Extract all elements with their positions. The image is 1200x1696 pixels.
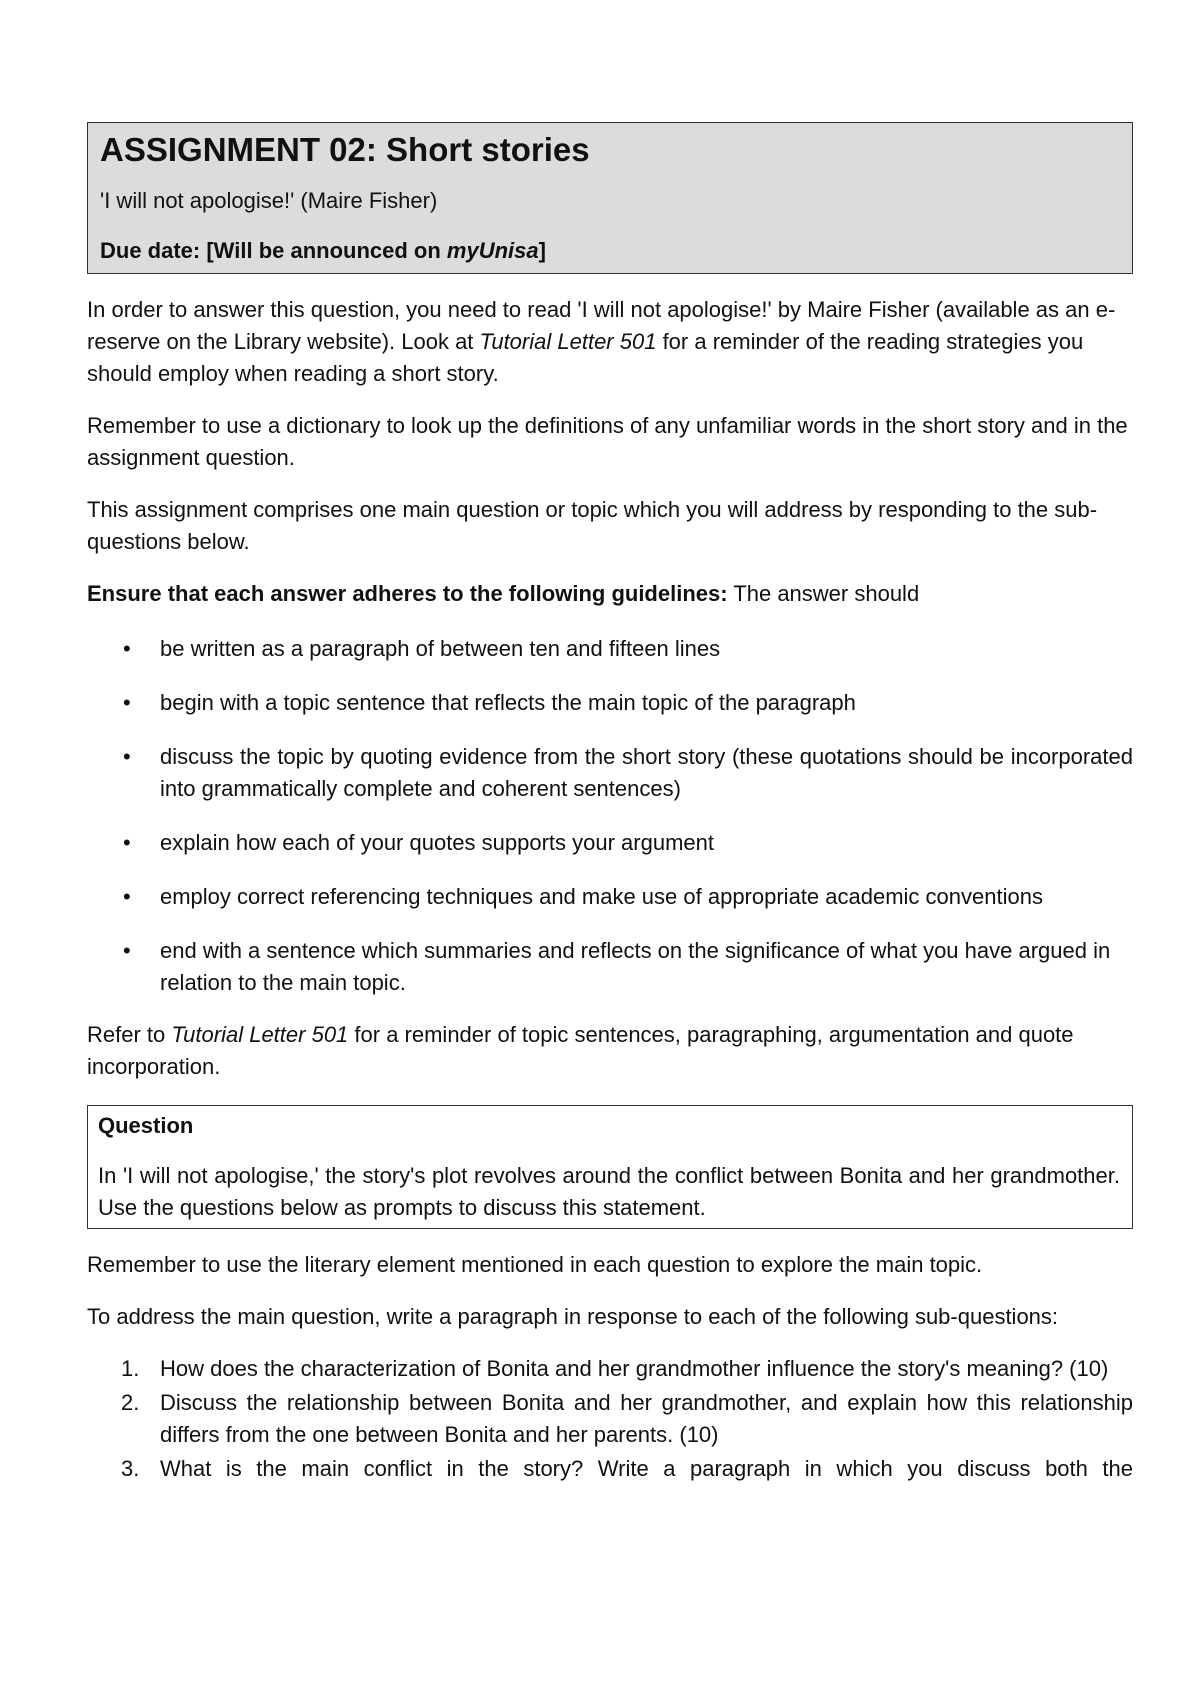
- due-date-close: ]: [538, 238, 546, 263]
- refer-text-b: for a reminder of topic sentences, paragraphing, argumentation and quote incorporation.: [87, 1022, 1074, 1079]
- intro-tutorial-letter: Tutorial Letter 501: [479, 329, 657, 354]
- guideline-item: [87, 935, 1133, 999]
- subquestion-text: How does the characterization of Bonita and her grandmother influence the story's meaning? (10): [160, 1356, 1109, 1381]
- guideline-text: discuss the topic by quoting evidence from the short story (these quotations should be incorporated into grammatically complete and coherent sentences): [160, 744, 1133, 801]
- intro-paragraph: [87, 294, 1133, 390]
- intro-text-b: for a reminder of the reading strategies you should employ when reading a short story.: [87, 329, 1084, 386]
- assignment-header-box: [87, 122, 1133, 274]
- question-box: [87, 1105, 1133, 1229]
- refer-text-a: Refer to: [87, 1022, 172, 1047]
- refer-tutorial-letter: Tutorial Letter 501: [171, 1022, 349, 1047]
- bullet-icon: •: [123, 636, 131, 661]
- subquestion-number: 2.: [121, 1390, 140, 1415]
- subquestion-text: What is the main conflict in the story? Write a paragraph in which you discuss both the: [160, 1456, 1133, 1481]
- bullet-icon: •: [123, 938, 131, 963]
- subquestion-item: [87, 1387, 1133, 1451]
- guidelines-heading: Ensure that each answer adheres to the following guidelines:: [87, 581, 728, 606]
- bullet-icon: •: [123, 830, 131, 855]
- bullet-icon: •: [123, 744, 131, 769]
- assignment-scope-paragraph: This assignment comprises one main question or topic which you will address by responding to the sub-questions below.: [87, 497, 1098, 554]
- guideline-item: [87, 741, 1133, 805]
- dictionary-paragraph: Remember to use a dictionary to look up the definitions of any unfamiliar words in the short story and in the assignment question.: [87, 413, 1128, 470]
- question-heading: Question: [98, 1113, 194, 1138]
- story-subtitle: 'I will not apologise!' (Maire Fisher): [100, 188, 438, 213]
- guideline-text: employ correct referencing techniques and make use of appropriate academic conventions: [160, 884, 1043, 909]
- guideline-item: [87, 881, 1133, 913]
- guideline-text: explain how each of your quotes supports your argument: [160, 830, 714, 855]
- intro-text-a: In order to answer this question, you need to read 'I will not apologise!' by Maire Fisher (available as an e-reserve on the Library website). Look at: [87, 297, 1116, 354]
- due-date-platform: myUnisa: [446, 238, 539, 263]
- subquestion-number: 1.: [121, 1356, 140, 1381]
- subquestions-intro: To address the main question, write a paragraph in response to each of the following sub-questions:: [87, 1304, 1059, 1329]
- guidelines-intro: [87, 578, 1133, 610]
- guideline-text: be written as a paragraph of between ten and fifteen lines: [160, 636, 721, 661]
- guideline-item: [87, 633, 1133, 665]
- guideline-text: end with a sentence which summaries and reflects on the significance of what you have argued in relation to the main topic.: [160, 938, 1111, 995]
- bullet-icon: •: [123, 690, 131, 715]
- bullet-icon: •: [123, 884, 131, 909]
- guidelines-list: [87, 633, 1133, 999]
- refer-paragraph: [87, 1019, 1133, 1083]
- guideline-text: begin with a topic sentence that reflects the main topic of the paragraph: [160, 690, 856, 715]
- subquestion-number: 3.: [121, 1456, 140, 1481]
- subquestion-item: [87, 1353, 1133, 1385]
- due-date-label: Due date: [Will be announced on: [100, 238, 447, 263]
- guidelines-lead: The answer should: [727, 581, 920, 606]
- due-date: [100, 235, 1120, 267]
- subquestion-item: [87, 1453, 1133, 1485]
- subquestion-text: Discuss the relationship between Bonita and her grandmother, and explain how this relationship differs from the one between Bonita and her parents. (10): [160, 1390, 1133, 1447]
- literary-element-paragraph: Remember to use the literary element mentioned in each question to explore the main topic.: [87, 1252, 983, 1277]
- guideline-item: [87, 827, 1133, 859]
- question-body: In 'I will not apologise,' the story's plot revolves around the conflict between Bonita and her grandmother. Use the questions below as prompts to discuss this statement.: [98, 1163, 1120, 1220]
- guideline-item: [87, 687, 1133, 719]
- page-content: [87, 122, 1133, 1487]
- assignment-title: ASSIGNMENT 02: Short stories: [100, 131, 590, 168]
- subquestions-list: [87, 1353, 1133, 1485]
